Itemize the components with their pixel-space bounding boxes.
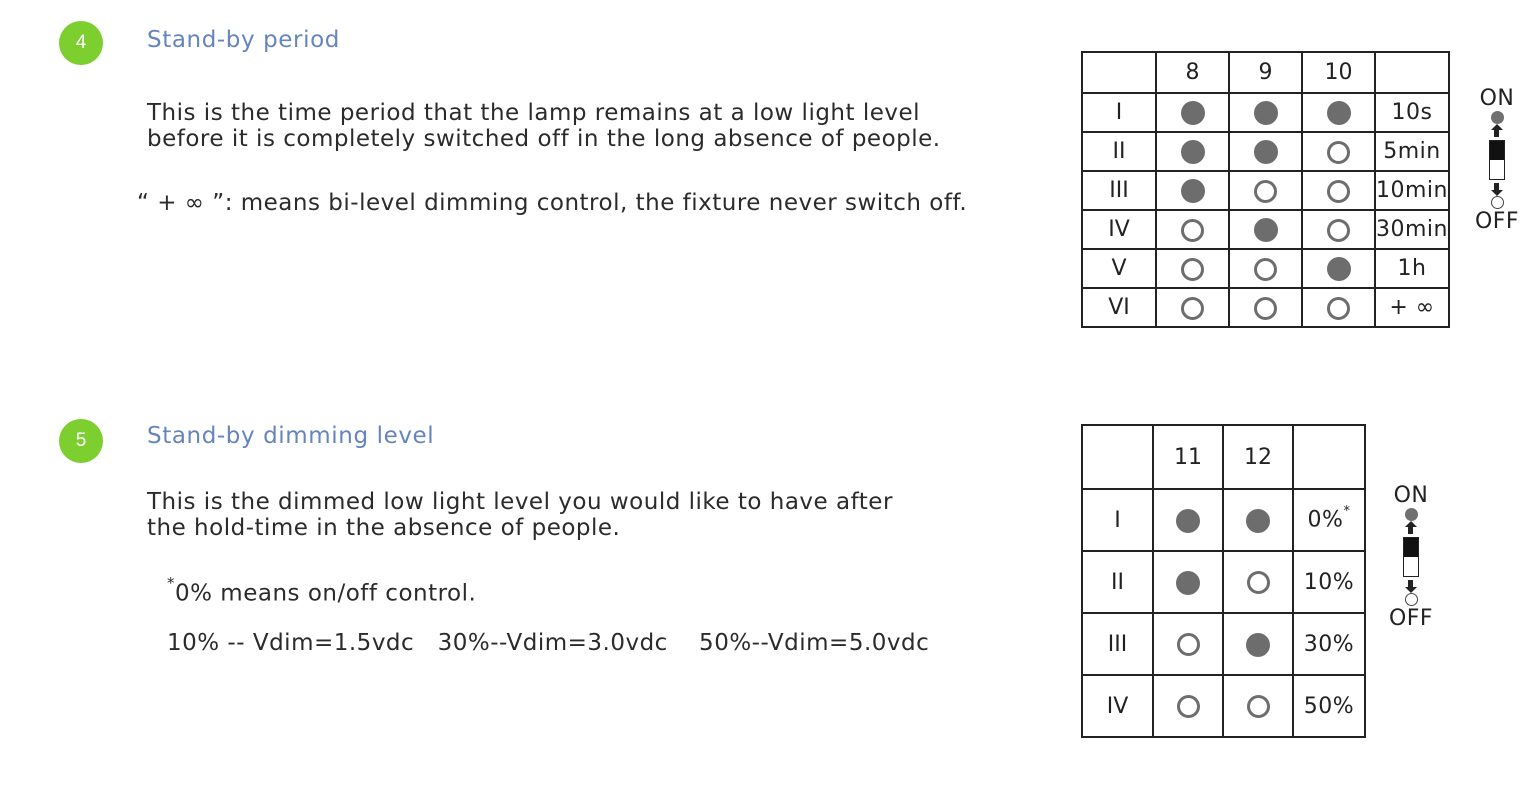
hollow-circle-icon [1181,219,1204,242]
switch-state-cell [1156,93,1229,132]
setting-value-cell [1375,249,1449,288]
description-line: the hold-time in the absence of people. [147,515,621,541]
switch-state-cell [1153,551,1223,613]
arrow-up-icon [1491,124,1503,138]
hollow-circle-icon [1177,695,1200,718]
hollow-circle-icon [1181,297,1204,320]
hollow-circle-icon [1254,297,1277,320]
filled-circle-icon [1254,218,1278,242]
row-label: II [1082,551,1153,613]
hollow-circle-icon [1327,297,1350,320]
description-line: This is the time period that the lamp remains at a low light level [147,100,921,126]
switch-state-cell [1229,93,1302,132]
note-text: 0% means on/off control. [175,580,477,607]
switch-state-cell [1223,675,1293,737]
switch-state-cell [1156,288,1229,327]
off-indicator-icon [1405,593,1418,606]
dip-column-header: 9 [1229,52,1302,93]
off-label: OFF [1388,606,1434,631]
switch-state-cell [1156,210,1229,249]
arrow-down-icon [1405,579,1417,593]
filled-circle-icon [1176,571,1200,595]
setting-value: 50% [1303,693,1355,719]
section-5-badge [59,419,103,463]
table-row [1082,210,1449,249]
setting-value: 10min [1376,178,1448,203]
hollow-circle-icon [1327,141,1350,164]
filled-circle-icon [1327,257,1351,281]
switch-legend-4 [1467,86,1527,234]
hollow-circle-icon [1254,180,1277,203]
setting-value: 0% [1307,507,1344,533]
switch-state-cell [1302,249,1375,288]
filled-circle-icon [1254,101,1278,125]
switch-state-cell [1229,171,1302,210]
row-label: VI [1082,288,1156,327]
filled-circle-icon [1181,101,1205,125]
row-label: I [1082,489,1153,551]
description-line: This is the dimmed low light level you would like to have after [147,489,893,515]
setting-value: 1h [1397,256,1427,281]
switch-state-cell [1156,249,1229,288]
setting-value: 30% [1303,631,1355,657]
on-label: ON [1479,86,1515,111]
table-row [1082,132,1449,171]
switch-state-cell [1153,489,1223,551]
dimming-level-table [1081,424,1366,738]
table-row [1082,489,1365,551]
switch-state-cell [1302,288,1375,327]
hollow-circle-icon [1247,695,1270,718]
setting-value: 30min [1376,217,1448,242]
row-label: V [1082,249,1156,288]
dip-switch-icon [1489,140,1505,180]
hollow-circle-icon [1247,571,1270,594]
switch-state-cell [1302,93,1375,132]
switch-state-cell [1229,210,1302,249]
setting-value-cell [1375,288,1449,327]
on-indicator-icon [1491,111,1504,124]
section-5-number: 5 [75,430,87,451]
setting-value: + ∞ [1389,295,1435,320]
section-5-title: Stand-by dimming level [147,423,435,449]
table-header-row [1082,52,1449,93]
filled-circle-icon [1246,633,1270,657]
table-row [1082,288,1449,327]
table-row [1082,171,1449,210]
hollow-circle-icon [1327,219,1350,242]
filled-circle-icon [1246,509,1270,533]
setting-value-cell [1293,551,1365,613]
hollow-circle-icon [1181,258,1204,281]
setting-value-cell [1293,613,1365,675]
vdim-values: 10% -- Vdim=1.5vdc 30%--Vdim=3.0vdc 50%--Vdim=5.0vdc [167,630,930,656]
off-label: OFF [1474,209,1520,234]
description-line: before it is completely switched off in the long absence of people. [147,126,941,152]
row-label: II [1082,132,1156,171]
table-row [1082,93,1449,132]
table-row [1082,613,1365,675]
dip-column-header: 12 [1223,425,1293,489]
standby-period-table [1081,51,1450,328]
section-5-description [147,489,893,541]
setting-value: 10s [1391,100,1433,125]
switch-state-cell [1156,171,1229,210]
dip-switch-icon [1403,537,1419,577]
arrow-down-icon [1491,182,1503,196]
section-4-title: Stand-by period [147,27,340,53]
hollow-circle-icon [1254,258,1277,281]
switch-state-cell [1156,132,1229,171]
filled-circle-icon [1181,179,1205,203]
row-label: III [1082,171,1156,210]
switch-state-cell [1302,171,1375,210]
row-label: IV [1082,210,1156,249]
corner-cell [1082,52,1156,93]
dip-column-header: 11 [1153,425,1223,489]
setting-value-cell [1375,93,1449,132]
switch-state-cell [1229,132,1302,171]
filled-circle-icon [1327,101,1351,125]
row-label: IV [1082,675,1153,737]
asterisk-marker: * [1343,504,1351,520]
filled-circle-icon [1176,509,1200,533]
hollow-circle-icon [1327,180,1350,203]
switch-state-cell [1223,551,1293,613]
value-header-cell [1375,52,1449,93]
on-off-note [167,574,477,607]
row-label: I [1082,93,1156,132]
switch-state-cell [1229,249,1302,288]
on-indicator-icon [1405,508,1418,521]
hollow-circle-icon [1177,633,1200,656]
row-label: III [1082,613,1153,675]
setting-value: 10% [1303,569,1355,595]
switch-legend-5 [1381,483,1441,631]
setting-value-cell [1293,675,1365,737]
switch-state-cell [1302,210,1375,249]
table-header-row [1082,425,1365,489]
setting-value: 5min [1383,139,1441,164]
filled-circle-icon [1254,140,1278,164]
table-row [1082,551,1365,613]
switch-state-cell [1229,288,1302,327]
switch-state-cell [1223,613,1293,675]
table-row [1082,675,1365,737]
section-4-description [147,100,941,152]
filled-circle-icon [1181,140,1205,164]
switch-state-cell [1223,489,1293,551]
arrow-up-icon [1405,521,1417,535]
on-label: ON [1393,483,1429,508]
value-header-cell [1293,425,1365,489]
dip-column-header: 10 [1302,52,1375,93]
setting-value-cell [1375,210,1449,249]
setting-value-cell [1375,171,1449,210]
section-4-number: 4 [75,32,87,53]
switch-state-cell [1302,132,1375,171]
corner-cell [1082,425,1153,489]
infinity-note: “ + ∞ ”: means bi-level dimming control, the fixture never switch off. [137,190,968,216]
setting-value-cell [1375,132,1449,171]
switch-state-cell [1153,675,1223,737]
setting-value-cell [1293,489,1365,551]
switch-state-cell [1153,613,1223,675]
asterisk-marker: * [167,574,175,592]
table-row [1082,249,1449,288]
dip-column-header: 8 [1156,52,1229,93]
off-indicator-icon [1491,196,1504,209]
section-4-badge [59,21,103,65]
